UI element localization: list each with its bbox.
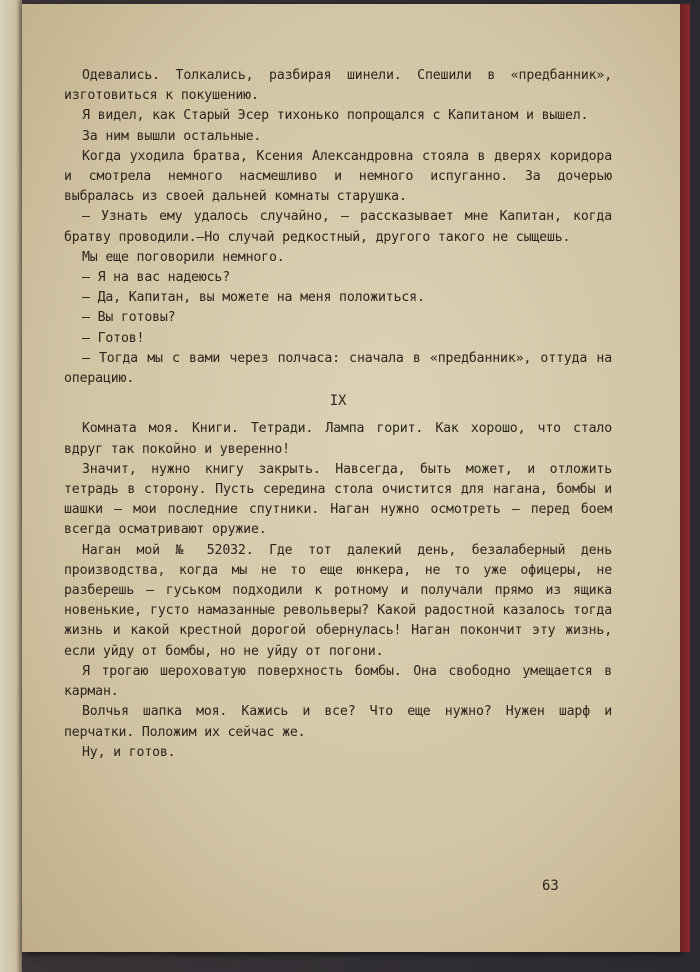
paragraph: За ним вышли остальные. xyxy=(82,128,262,144)
paragraph: Комната моя. Книги. Тетради. Лампа горит. Как хорошо, что стало вдруг так покойно и уверенно! xyxy=(64,421,612,457)
paragraph: — Узнать ему удалось случайно, — рассказывает мне Капитан, когда братву проводили.—Но случай редкостный, другого такого не сыщешь. xyxy=(64,209,612,245)
paragraph: Волчья шапка моя. Кажись и все? Что еще нужно? Нужен шарф и перчатки. Положим их сейчас же. xyxy=(64,704,612,740)
paragraph: Одевались. Толкались, разбирая шинели. Спешили в «предбанник», изготовиться к покушению. xyxy=(64,68,612,104)
dialogue-line: — Вы готовы? xyxy=(82,310,176,326)
page-number: 63 xyxy=(542,878,559,894)
paragraph: Значит, нужно книгу закрыть. Навсегда, быть может, и отложить тетрадь в сторону. Пусть середина стола очистится для нагана, бомбы и шашки — мои последние спутники. Наган нужно осмотреть — перед боем всегда осматривают оружие. xyxy=(64,461,612,538)
page-text xyxy=(64,66,612,763)
paragraph: Мы еще поговорили немного. xyxy=(82,249,285,265)
paragraph: Я видел, как Старый Эсер тихонько попрощался с Капитаном и вышел. xyxy=(82,108,589,124)
paragraph: Ну, и готов. xyxy=(82,744,176,760)
paragraph: Наган мой № 52032. Где тот далекий день, безалаберный день производства, когда мы не то еще юнкера, не то уже офицеры, не разберешь — гуськом подходили к ротному и получали прямо из ящика новенькие, густо намазанные револьверы? Какой радостной казалось тогда жизнь и какой крестной дорогой обернулась! Наган покончит эту жизнь, если уйду от бомбы, но не уйду от погони. xyxy=(64,542,612,659)
paragraph: Я трогаю шероховатую поверхность бомбы. Она свободно умещается в карман. xyxy=(64,663,612,700)
dialogue-line: — Тогда мы с вами через полчаса: сначала в «предбанник», оттуда на операцию. xyxy=(64,350,612,387)
previous-page-edge xyxy=(0,0,22,972)
book-page xyxy=(22,4,680,952)
book-cover-edge xyxy=(680,4,690,952)
chapter-heading: IX xyxy=(329,393,347,410)
paragraph: Когда уходила братва, Ксения Александровна стояла в дверях коридора и смотрела немного насмешливо и немного испуганно. За дочерью выбралась из своей дальней комнаты старушка. xyxy=(64,148,612,205)
dialogue-line: — Я на вас надеюсь? xyxy=(82,270,231,286)
dialogue-line: — Да, Капитан, вы можете на меня положиться. xyxy=(82,290,425,306)
dialogue-line: — Готов! xyxy=(82,330,145,346)
